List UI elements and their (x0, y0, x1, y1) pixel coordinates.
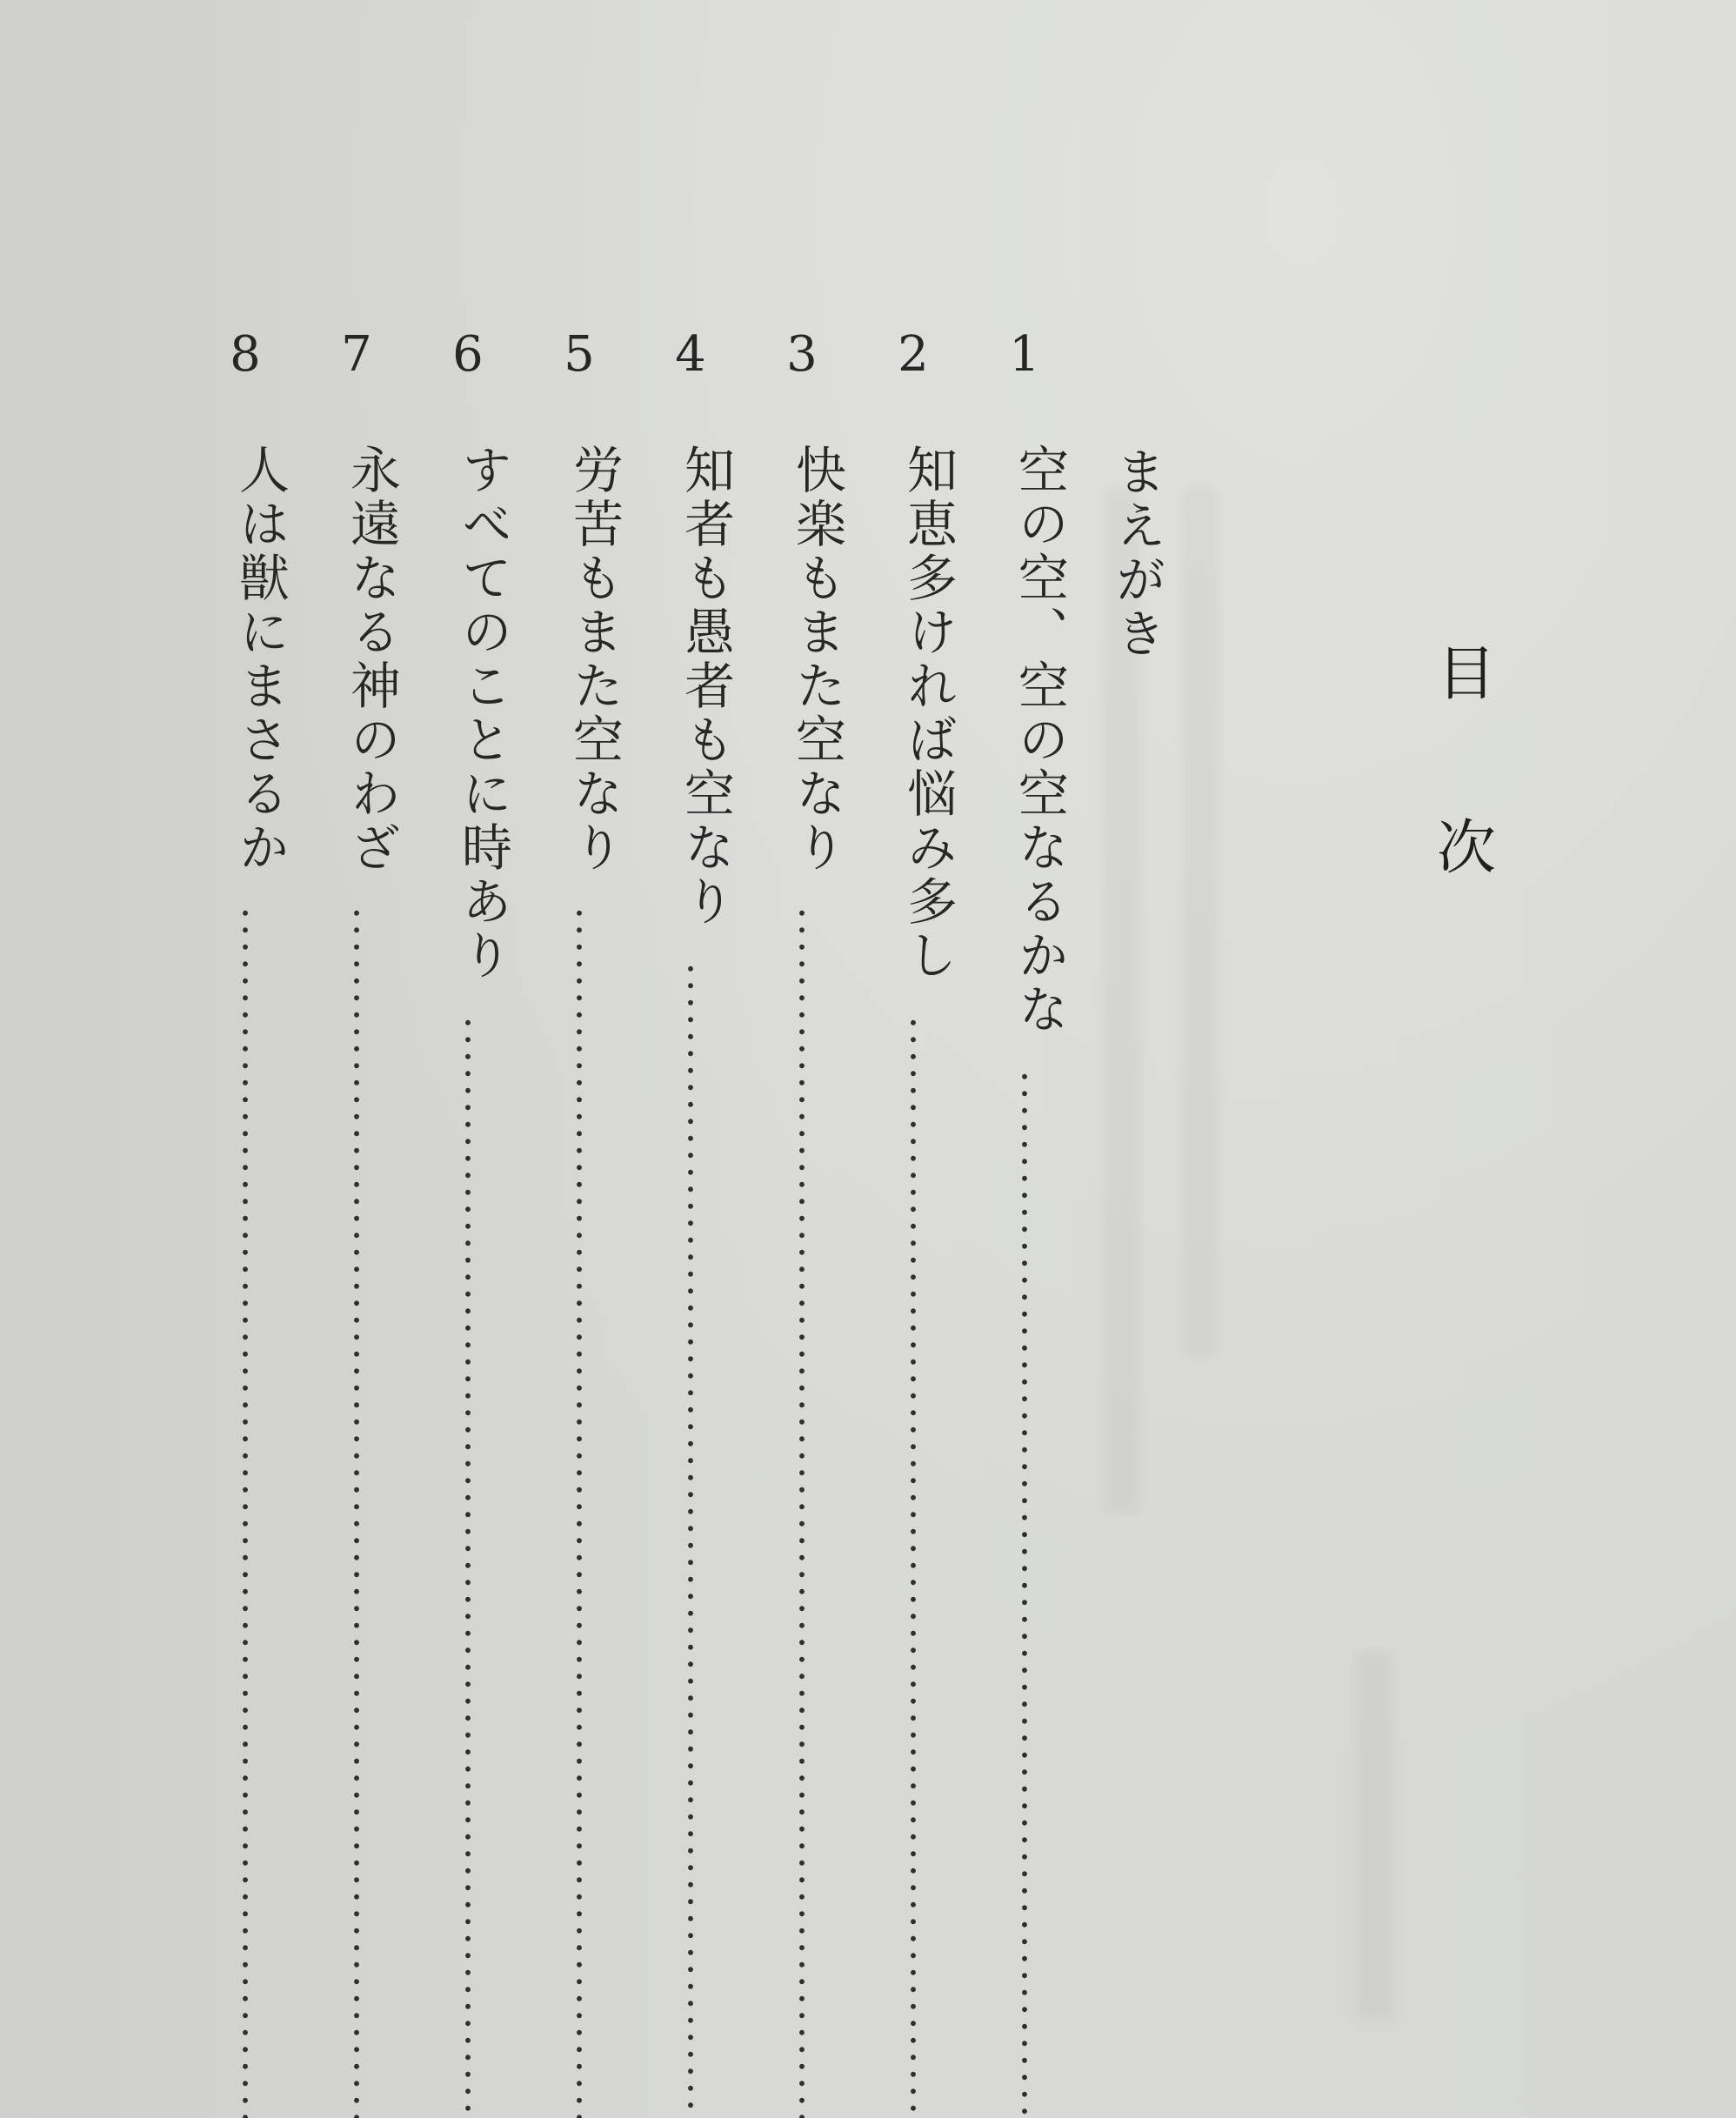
dot-leader (687, 960, 694, 2118)
show-through-shadow (1183, 487, 1218, 1357)
chapter-title: 永遠なる神のわざ (342, 444, 401, 875)
chapter-title: 知恵多ければ悩み多し (898, 444, 958, 983)
dot-leader (242, 905, 249, 2118)
chapter-number: 1 (1009, 326, 1040, 383)
show-through-shadow (1357, 1653, 1392, 2018)
chapter-title: 空の空、空の空なるかな (1010, 444, 1069, 1037)
chapter-number: 3 (786, 326, 818, 383)
chapter-number: 4 (675, 326, 706, 383)
chapter-number: 2 (898, 326, 929, 383)
preface-label: まえがき (1107, 445, 1166, 661)
dot-leader (576, 905, 583, 2118)
dot-leader (464, 1014, 471, 2118)
title-char-2: 次 (1436, 814, 1496, 883)
chapter-title: 快楽もまた空なり (787, 444, 846, 875)
dot-leader (353, 905, 360, 2118)
chapter-title: 知者も愚者も空なり (676, 444, 735, 929)
chapter-title: 労苦もまた空なり (564, 444, 624, 875)
chapter-number: 8 (230, 326, 261, 383)
chapter-number: 6 (452, 326, 484, 383)
dot-leader (1021, 1068, 1028, 2118)
chapter-title: すべてのことに時あり (453, 444, 512, 983)
chapter-title: 人は獣にまさるか (230, 444, 290, 875)
chapter-number: 7 (341, 326, 372, 383)
dot-leader (798, 905, 805, 2118)
chapter-number: 5 (564, 326, 595, 383)
title-char-1: 目 (1436, 640, 1496, 709)
dot-leader (910, 1014, 917, 2118)
